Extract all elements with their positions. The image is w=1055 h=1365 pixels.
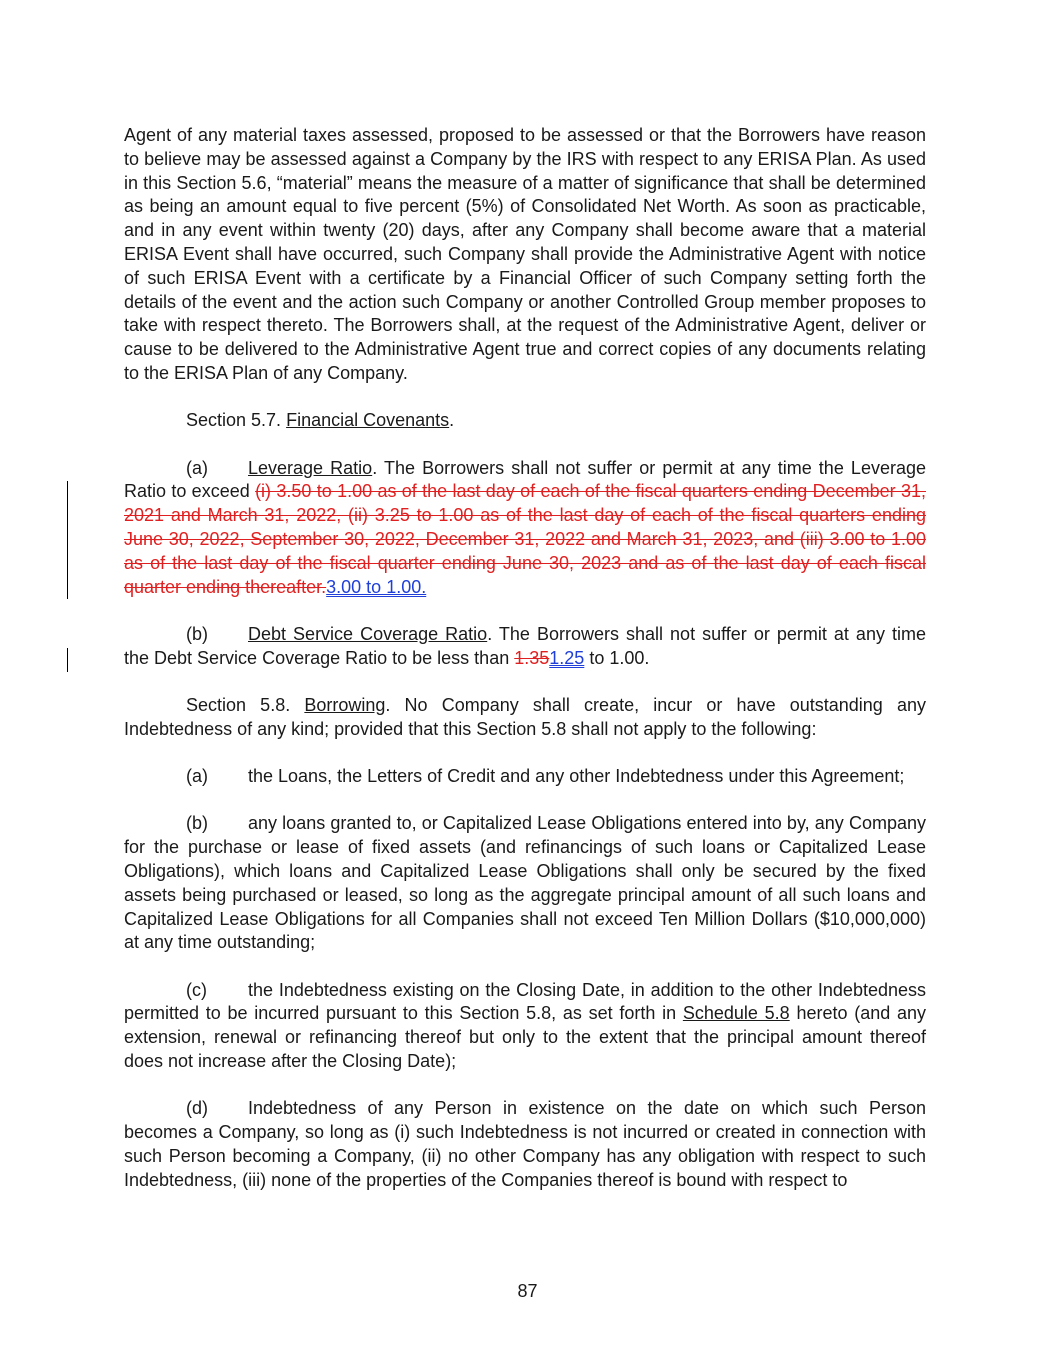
dscr-label: (b) xyxy=(186,623,208,644)
document-page xyxy=(124,124,926,1216)
list-item-a-text: the Loans, the Letters of Credit and any other Indebtedness under this Agreement; xyxy=(248,766,905,787)
page-number: 87 xyxy=(517,1281,538,1301)
list-item-d xyxy=(124,1097,926,1192)
section-5-8-paragraph xyxy=(124,694,926,742)
list-item-c-text-1: the Indebtedness existing on the Closing Date, in addition to the other Indebtedness permitted to be incurred pursuant to this Section 5.8, as set forth in xyxy=(124,979,926,1024)
change-bar-dscr xyxy=(67,648,68,672)
list-item-d-label: (d) xyxy=(186,1098,208,1119)
section-5-7-number: Section 5.7. xyxy=(186,410,287,431)
list-item-c-text-2: hereto (and any extension, renewal or refinancing thereof but only to the extent that the principal amount thereof does not increase after the Closing Date); xyxy=(124,1003,927,1071)
leverage-ratio-label: (a) xyxy=(186,457,208,478)
leverage-ratio-title: Leverage Ratio xyxy=(248,457,373,478)
list-item-b-text: any loans granted to, or Capitalized Lease Obligations entered into by, any Company for the purchase or lease of fixed assets (and refinancings of such loans or Capitalized Lease Obligations), which loans and Capitalized Lease Obligations shall only be secured by the fixed assets being purchased or leased, so long as the aggregate principal amount of all such loans and Capitalized Lease Obligations for all Companies shall not exceed Ten Million Dollars ($10,000,000) at any time outstanding; xyxy=(124,813,926,953)
list-item-a xyxy=(124,765,926,789)
list-item-d-text: Indebtedness of any Person in existence on the date on which such Person becomes a Company, so long as (i) such Indebtedness is not incurred or created in connection with such Person becoming a Company, (ii) no other Company has any obligation with respect to such Indebtedness, (iii) none of the properties of the Companies thereof is bound with respect to xyxy=(124,1098,926,1190)
section-5-8-number: Section 5.8. xyxy=(186,694,305,715)
list-item-c-label: (c) xyxy=(186,979,207,1000)
list-item-a-label: (a) xyxy=(186,766,208,787)
leverage-ratio-lead: . The Borrowers shall not suffer or permit at any time the Leverage Ratio to exceed xyxy=(124,457,926,502)
section-5-7-period: . xyxy=(449,410,455,431)
dscr-title: Debt Service Coverage Ratio xyxy=(248,623,488,644)
dscr-tail: to 1.00. xyxy=(584,647,650,668)
dscr-deleted-value: 1.35 xyxy=(514,647,550,668)
schedule-5-8-reference: Schedule 5.8 xyxy=(682,1003,790,1024)
dscr-inserted-value: 1.25 xyxy=(549,647,585,668)
section-5-7-title: Financial Covenants xyxy=(286,410,450,431)
section-5-8-text: . No Company shall create, incur or have outstanding any Indebtedness of any kind; provided that this Section 5.8 shall not apply to the following: xyxy=(124,694,926,739)
leverage-ratio-inserted-text: 3.00 to 1.00. xyxy=(326,576,427,597)
list-item-c xyxy=(124,979,926,1074)
section-5-8-title: Borrowing xyxy=(304,694,386,715)
leverage-ratio-paragraph xyxy=(124,457,926,600)
paragraph-erisa-continued: Agent of any material taxes assessed, proposed to be assessed or that the Borrowers have reason to believe may be assessed against a Company by the IRS with respect to any ERISA Plan. As used in this Section 5.6, “material” means the measure of a matter of significance that shall be determined as being an amount equal to five percent (5%) of Consolidated Net Worth. As soon as practicable, and in any event within twenty (20) days, after any Company shall become aware that a material ERISA Event shall have occurred, such Company shall provide the Administrative Agent with notice of such ERISA Event with a certificate by a Financial Officer of such Company setting forth the details of the event and the action such Company or another Controlled Group member proposes to take with respect thereto. The Borrowers shall, at the request of the Administrative Agent, deliver or cause to be delivered to the Administrative Agent true and correct copies of any documents relating to the ERISA Plan of any Company. xyxy=(124,125,926,383)
leverage-ratio-deleted-text: (i) 3.50 to 1.00 as of the last day of each of the fiscal quarters ending December 31, 2021 and March 31, 2022, (ii) 3.25 to 1.00 as of the last day of each of the fiscal quarters ending June 30, 2022, September 30, 2022, December 31, 2022 and March 31, 2023, and (iii) 3.00 to 1.00 as of the last day of the fiscal quarter ending June 30, 2023 and as of the last day of each fiscal quarter ending thereafter. xyxy=(124,481,926,597)
section-5-7-heading xyxy=(124,409,926,433)
dscr-lead: . The Borrowers shall not suffer or permit at any time the Debt Service Coverage Ratio to be less than xyxy=(124,623,926,668)
dscr-paragraph xyxy=(124,623,926,671)
list-item-b xyxy=(124,812,926,955)
list-item-b-label: (b) xyxy=(186,813,208,834)
change-bar-leverage-ratio xyxy=(67,481,68,599)
